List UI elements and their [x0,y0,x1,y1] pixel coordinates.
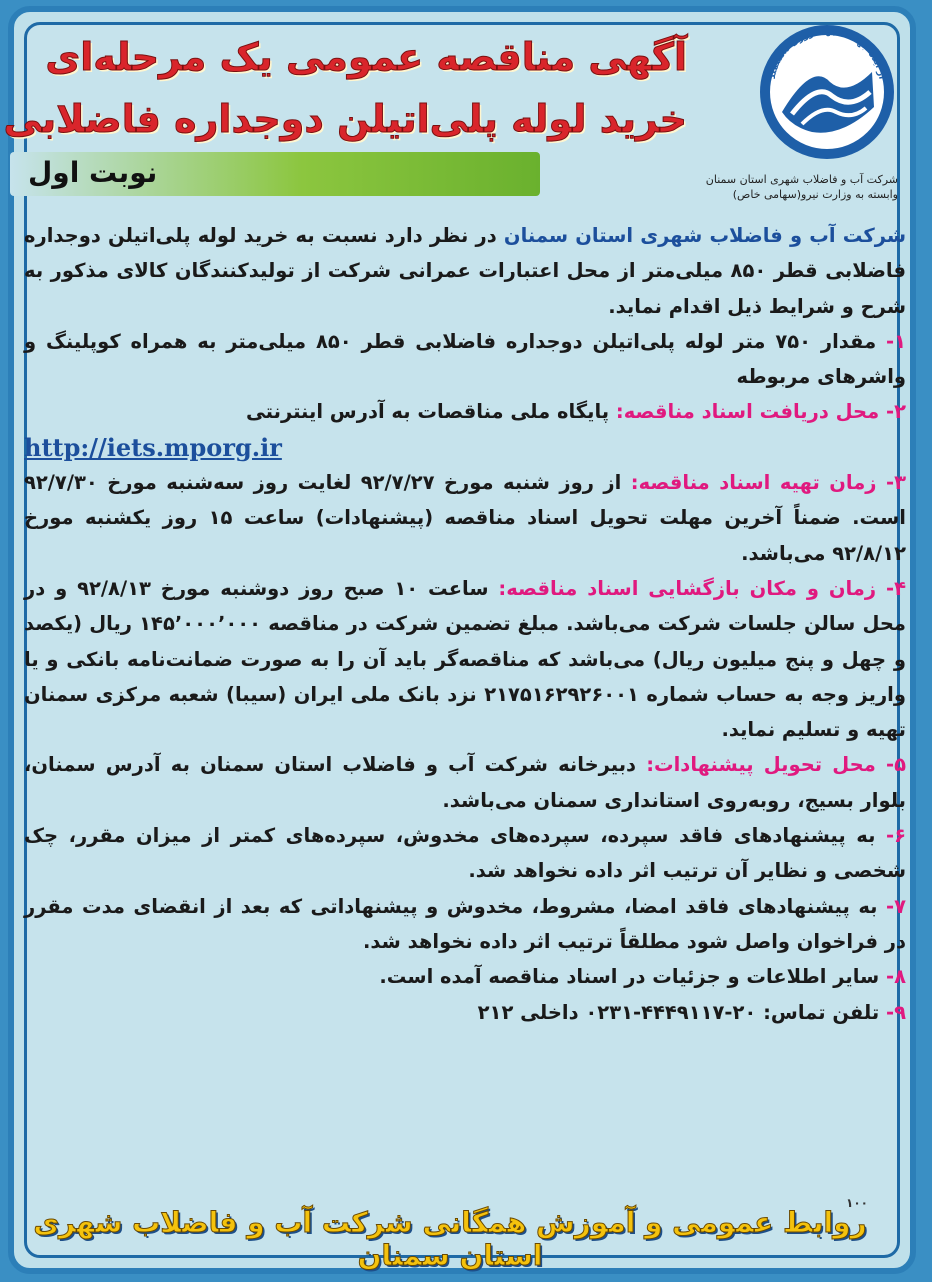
company-subtitle [688,172,898,202]
company-ministry: وابسته به وزارت نیرو(سهامی خاص) [732,188,898,201]
item-1-number: ۱- [885,329,906,353]
item-9-text: تلفن تماس: ۲۰-۴۴۴۹۱۱۷-۰۲۳۱ داخلی ۲۱۲ [477,1000,880,1024]
item-5-label: محل تحویل پیشنهادات: [646,753,876,777]
item-5-text: دبیرخانه شرکت آب و فاضلاب استان سمنان به آدرس سمنان، بلوار بسیج، روبه‌روی استانداری سمنان می‌باشد. [24,753,906,812]
title-line-2: خرید لوله پلی‌اتیلن دوجداره فاضلابی [3,97,687,141]
item-7-number: ۷- [877,894,906,918]
company-name-small: شرکت آب و فاضلاب شهری استان سمنان [705,173,898,186]
item-4-label: زمان و مکان بازگشایی اسناد مناقصه: [498,576,877,600]
round-label: نوبت اول [28,156,158,189]
item-3-label: زمان تهیه اسناد مناقصه: [630,471,877,495]
item-2 [24,394,906,465]
item-5 [24,747,906,818]
item-1-text: مقدار ۷۵۰ متر لوله پلی‌اتیلن دوجداره فاضلابی قطر ۸۵۰ میلی‌متر به همراه کوپلینگ و واشرهای مربوطه [24,329,906,389]
item-6-number: ۶- [875,824,906,848]
item-1 [24,324,906,395]
item-4 [24,571,906,747]
logo-arc-text: از ایدهٔ جهاد تا جهاد روزی دانشمند [767,26,887,81]
intro-text: در نظر دارد نسبت به خرید لوله پلی‌اتیلن دوجداره فاضلابی قطر ۸۵۰ میلی‌متر از محل اعتبارات عمرانی شرکت از تولیدکنندگان کالای مذکور به شرح و شرایط ذیل اقدام نماید. [24,224,906,318]
item-3 [24,465,906,571]
item-3-number: ۳- [876,471,906,495]
item-6-text: به پیشنهادهای فاقد سپرده، سپرده‌های مخدوش، سپرده‌های کمتر از میزان مقرر، چک شخصی و نظایر آن ترتیب اثر داده نخواهد شد. [24,824,906,883]
item-7-text: به پیشنهادهای فاقد امضا، مشروط، مخدوش و پیشنهاداتی که بعد از انقضای مدت مقرر در فراخوان واصل شود مطلقاً ترتیب اثر داده نخواهد شد. [24,894,906,953]
water-company-logo-icon [752,12,902,162]
item-2-text: پایگاه ملی مناقصات به آدرس اینترنتی [245,400,610,424]
item-9 [24,995,906,1030]
item-3-text: از روز شنبه مورخ ۹۲/۷/۲۷ لغایت روز سه‌شنبه مورخ ۹۲/۷/۳۰ است. ضمناً آخرین مهلت تحویل اسناد مناقصه (پیشنهادات) ساعت ۱۵ روز یکشنبه مورخ ۹۲/۸/۱۲ می‌باشد. [24,471,906,565]
page-number: ۱۰۰ [846,1196,868,1210]
item-8 [24,959,906,994]
item-2-number: ۲- [879,400,906,424]
item-9-number: ۹- [879,1000,906,1024]
item-4-number: ۴- [876,576,906,600]
title-line-1: آگهی مناقصه عمومی یک مرحله‌ای [45,35,687,79]
item-5-number: ۵- [875,753,906,777]
intro-company-name: شرکت آب و فاضلاب شهری استان سمنان [503,224,906,247]
item-4-text: ساعت ۱۰ صبح روز دوشنبه مورخ ۹۲/۸/۱۳ و در محل سالن جلسات شرکت می‌باشد. مبلغ تضمین شرکت در مناقصه ۱۴۵٬۰۰۰٬۰۰۰ ریال (یکصد و چهل و پنج میلیون ریال) می‌باشد که مناقصه‌گر باید آن را به صورت ضمانت‌نامه بانکی و یا واریز وجه به حساب شماره ۲۱۷۵۱۶۲۹۲۶۰۰۱ نزد بانک ملی ایران (سیبا) شعبه مرکزی سمنان تهیه و تسلیم نماید. [24,576,907,742]
item-8-text: سایر اطلاعات و جزئیات در اسناد مناقصه آمده است. [379,965,880,989]
intro-paragraph [24,218,906,324]
item-8-number: ۸- [879,965,906,989]
item-7 [24,889,906,960]
item-6 [24,818,906,889]
tender-portal-link[interactable]: http://iets.mporg.ir [24,432,282,462]
item-2-label: محل دریافت اسناد مناقصه: [615,400,880,424]
ad-body [24,218,906,1030]
footer-public-relations: روابط عمومی و آموزش همگانی شرکت آب و فاضلاب شهری استان سمنان [33,1206,867,1272]
